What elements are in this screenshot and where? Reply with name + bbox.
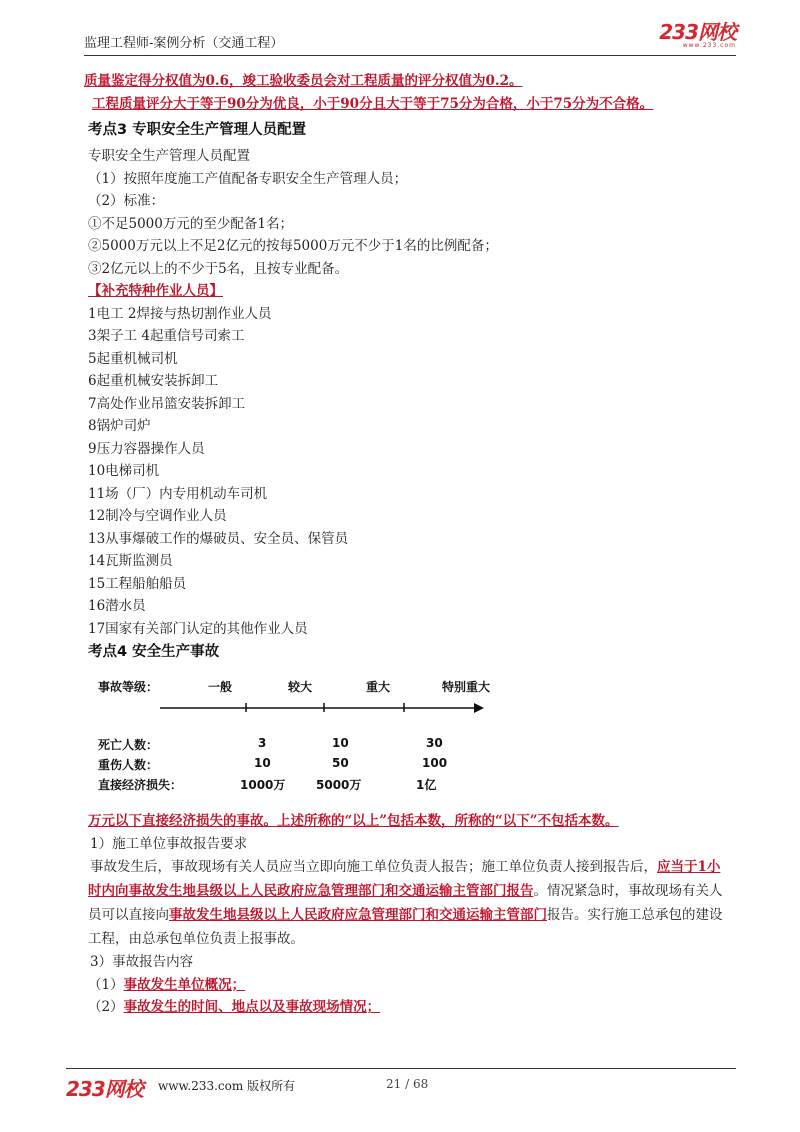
para-emphasis: 应当于1小时内向事故发生地县级以上人民政府应急管理部门和交通运输主管部门报告 <box>88 859 721 899</box>
level-larger: 较大 <box>288 680 313 694</box>
report-content-item <box>88 974 728 997</box>
deaths-row-label: 死亡人数： <box>98 738 159 752</box>
list-item: 10电梯司机 <box>88 463 160 479</box>
list-item: 16潜水员 <box>88 598 146 614</box>
section3-line: 专职安全生产管理人员配置 <box>88 148 250 164</box>
logo-text: 233网校 <box>659 20 736 44</box>
level-especially-major: 特别重大 <box>442 680 491 694</box>
deaths-value: 30 <box>426 736 443 750</box>
page-number: 21 / 68 <box>386 1077 429 1091</box>
section3-line: ②5000万元以上不足2亿元的按每5000万元不少于1名的比例配备； <box>88 238 498 254</box>
page-header <box>84 22 736 56</box>
list-item: 3架子工 4起重信号司索工 <box>88 328 245 344</box>
item-text: 事故发生单位概况； <box>123 976 246 993</box>
injuries-value: 10 <box>254 756 271 770</box>
list-item: 13从事爆破工作的爆破员、安全员、保管员 <box>88 530 349 547</box>
threshold-note: 万元以下直接经济损失的事故。上述所称的“以上”包括本数，所称的“以下”不包括本数。 <box>88 813 619 829</box>
footer-logo: 233网校 <box>66 1077 143 1101</box>
level-row-label: 事故等级： <box>98 680 159 694</box>
special-workers-list <box>88 303 728 641</box>
loss-value: 1亿 <box>416 778 437 792</box>
injuries-row-label: 重伤人数： <box>98 758 159 772</box>
section3-line: ③2亿元以上的不少于5名，且按专业配备。 <box>88 260 349 277</box>
list-item: 15工程船舶船员 <box>88 575 187 592</box>
list-item: 5起重机械司机 <box>88 350 178 367</box>
footer-copyright: www.233.com 版权所有 <box>158 1079 296 1093</box>
para-text: 报告。实行施工总承包的建设工程，由总承包单位负责上报事故。 <box>88 907 723 947</box>
document-body <box>84 70 728 1019</box>
section3-line: （1）按照年度施工产值配备专职安全生产管理人员； <box>88 170 408 187</box>
list-item: 8锅炉司炉 <box>88 418 151 434</box>
item-prefix: （2） <box>88 999 124 1015</box>
report-content-item <box>88 996 728 1019</box>
list-item: 1电工 2焊接与热切割作业人员 <box>88 305 272 322</box>
subheading-report-content: 3）事故报告内容 <box>90 954 194 970</box>
loss-row-label: 直接经济损失： <box>98 778 183 792</box>
injuries-value: 100 <box>422 756 448 770</box>
item-prefix: （1） <box>88 976 124 993</box>
para-text: 事故发生后，事故现场有关人员应当立即向施工单位负责人报告；施工单位负责人接到报告后， <box>90 859 657 875</box>
list-item: 14瓦斯监测员 <box>88 553 173 569</box>
subheading-report-requirement: 1）施工单位事故报告要求 <box>90 835 248 852</box>
list-item: 11场（厂）内专用机动车司机 <box>88 485 268 502</box>
para-emphasis: 事故发生地县级以上人民政府应急管理部门和交通运输主管部门 <box>169 907 547 923</box>
item-text: 事故发生的时间、地点以及事故现场情况； <box>123 999 381 1015</box>
list-item: 6起重机械安装拆卸工 <box>88 373 219 389</box>
level-major: 重大 <box>366 680 391 694</box>
deaths-value: 10 <box>332 736 349 750</box>
para-text: 。情况紧急时，事故现场有关人员可以直接向 <box>88 883 723 923</box>
quality-weight-line: 质量鉴定得分权值为0.6，竣工验收委员会对工程质量的评分权值为0.2。 <box>84 73 523 89</box>
injuries-value: 50 <box>332 756 349 770</box>
accident-level-diagram <box>94 674 514 804</box>
loss-value: 5000万 <box>316 778 362 792</box>
page-footer <box>66 1068 736 1100</box>
level-axis-arrow <box>160 700 484 716</box>
list-item: 17国家有关部门认定的其他作业人员 <box>88 620 308 637</box>
list-item: 12制冷与空调作业人员 <box>88 508 227 524</box>
report-requirement-paragraph <box>88 855 732 951</box>
section3-line: （2）标准： <box>88 193 165 209</box>
loss-value: 1000万 <box>240 778 286 792</box>
section4-heading: 考点4 安全生产事故 <box>88 644 220 660</box>
brand-logo <box>659 22 736 50</box>
quality-grade-line: 工程质量评分大于等于90分为优良，小于90分且大于等于75分为合格，小于75分为不合格。 <box>92 95 654 112</box>
section3-heading: 考点3 专职安全生产管理人员配置 <box>88 122 307 138</box>
logo-url: www.233.com <box>682 42 736 49</box>
header-title: 监理工程师-案例分析（交通工程） <box>84 36 284 51</box>
level-general: 一般 <box>208 680 233 694</box>
supplement-title: 【补充特种作业人员】 <box>88 283 223 299</box>
deaths-value: 3 <box>258 736 267 750</box>
section3-line: ①不足5000万元的至少配备1名； <box>88 215 293 232</box>
list-item: 7高处作业吊篮安装拆卸工 <box>88 395 246 412</box>
list-item: 9压力容器操作人员 <box>88 440 205 457</box>
